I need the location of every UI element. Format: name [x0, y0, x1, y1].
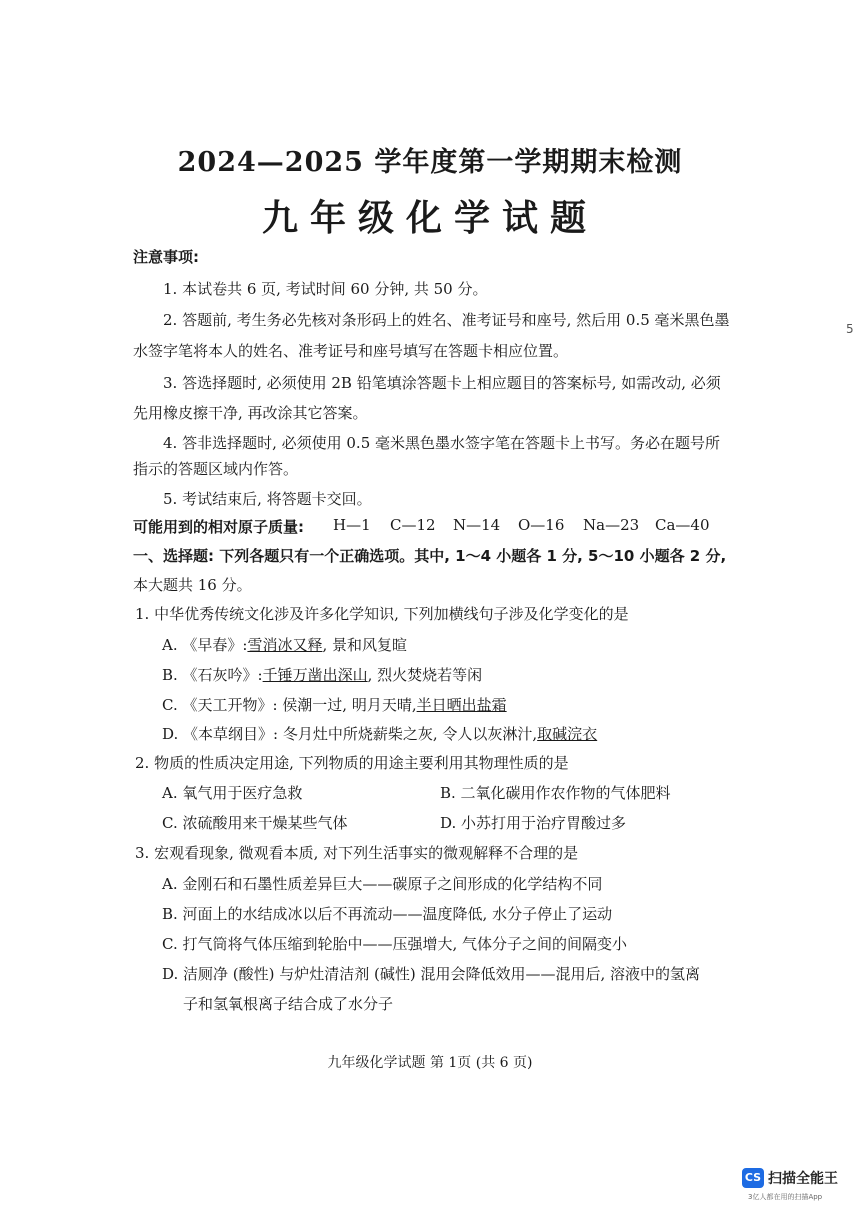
margin-mark: 5: [846, 322, 854, 336]
option-text: B. 《石灰吟》:: [162, 666, 263, 684]
section-heading-cont: 本大题共 16 分。: [133, 576, 252, 594]
q3-option-d-cont: 子和氢氧根离子结合成了水分子: [183, 995, 394, 1013]
camscanner-logo-icon: CS: [742, 1168, 764, 1188]
q1-option-d: [162, 723, 597, 744]
notice-item: 5. 考试结束后, 将答题卡交回。: [163, 490, 372, 508]
watermark-name: 扫描全能王: [768, 1171, 838, 1187]
notice-item: 指示的答题区域内作答。: [133, 460, 299, 478]
notice-item: 水签字笔将本人的姓名、准考证号和座号填写在答题卡相应位置。: [133, 342, 569, 360]
option-text: C. 《天工开物》: 侯潮一过, 明月天晴,: [162, 696, 417, 714]
atomic-mass-c: C—12: [390, 516, 436, 534]
option-text: , 景和风复暄: [322, 636, 407, 654]
exam-subject-title: 九年级化学试题: [261, 197, 598, 239]
watermark-tagline: 3亿人都在用的扫描App: [748, 1193, 823, 1201]
q3-option-a: A. 金刚石和石墨性质差异巨大——碳原子之间形成的化学结构不同: [162, 875, 603, 893]
atomic-mass-ca: Ca—40: [655, 516, 710, 534]
exam-term-title: 2024—2025 学年度第一学期期末检测: [177, 147, 683, 178]
atomic-mass-o: O—16: [518, 516, 565, 534]
atomic-mass-label: 可能用到的相对原子质量:: [133, 518, 304, 536]
notice-item: 先用橡皮擦干净, 再改涂其它答案。: [133, 404, 368, 422]
notice-item: 2. 答题前, 考生务必先核对条形码上的姓名、准考证号和座号, 然后用 0.5 毫米黑色墨: [163, 311, 730, 329]
notice-item: 4. 答非选择题时, 必须使用 0.5 毫米黑色墨水签字笔在答题卡上书写。务必在题号所: [163, 434, 721, 452]
q2-option-b: B. 二氧化碳用作农作物的气体肥料: [440, 784, 671, 802]
underlined-phrase: 雪消冰又释: [247, 636, 323, 654]
q3-option-d: D. 洁厕净 (酸性) 与炉灶清洁剂 (碱性) 混用会降低效用——混用后, 溶液中的氢离: [162, 965, 701, 983]
q3-option-c: C. 打气筒将气体压缩到轮胎中——压强增大, 气体分子之间的间隔变小: [162, 935, 628, 953]
q3-option-b: B. 河面上的水结成冰以后不再流动——温度降低, 水分子停止了运动: [162, 905, 613, 923]
q2-option-a: A. 氧气用于医疗急救: [162, 784, 303, 802]
option-text: A. 《早春》:: [162, 636, 248, 654]
underlined-phrase: 千锤万凿出深山: [262, 666, 368, 684]
q2-option-c: C. 浓硫酸用来干燥某些气体: [162, 814, 348, 832]
q2-option-d: D. 小苏打用于治疗胃酸过多: [440, 814, 627, 832]
q1-option-c: [162, 694, 507, 715]
q1-option-a: [162, 634, 407, 655]
q2-stem: 2. 物质的性质决定用途, 下列物质的用途主要利用其物理性质的是: [135, 754, 569, 772]
underlined-phrase: 取碱浣衣: [537, 725, 598, 743]
notice-item: 1. 本试卷共 6 页, 考试时间 60 分钟, 共 50 分。: [163, 280, 488, 298]
atomic-mass-n: N—14: [453, 516, 501, 534]
q1-stem: 1. 中华优秀传统文化涉及许多化学知识, 下列加横线句子涉及化学变化的是: [135, 605, 629, 623]
q1-option-b: [162, 664, 482, 685]
notice-item: 3. 答选择题时, 必须使用 2B 铅笔填涂答题卡上相应题目的答案标号, 如需改动, 必须: [163, 374, 721, 392]
atomic-mass-h: H—1: [333, 516, 371, 534]
atomic-mass-na: Na—23: [583, 516, 640, 534]
option-text: , 烈火焚烧若等闲: [367, 666, 483, 684]
underlined-phrase: 半日晒出盐霜: [416, 696, 507, 714]
q3-stem: 3. 宏观看现象, 微观看本质, 对下列生活事实的微观解释不合理的是: [135, 844, 579, 862]
option-text: D. 《本草纲目》: 冬月灶中所烧薪柴之灰, 令人以灰淋汁,: [162, 725, 538, 743]
notice-heading: 注意事项:: [133, 248, 199, 266]
page-footer: 九年级化学试题 第 1页 (共 6 页): [327, 1055, 533, 1071]
section-heading: 一、选择题: 下列各题只有一个正确选项。其中, 1～4 小题各 1 分, 5～10 小题各 2 分,: [133, 547, 727, 565]
